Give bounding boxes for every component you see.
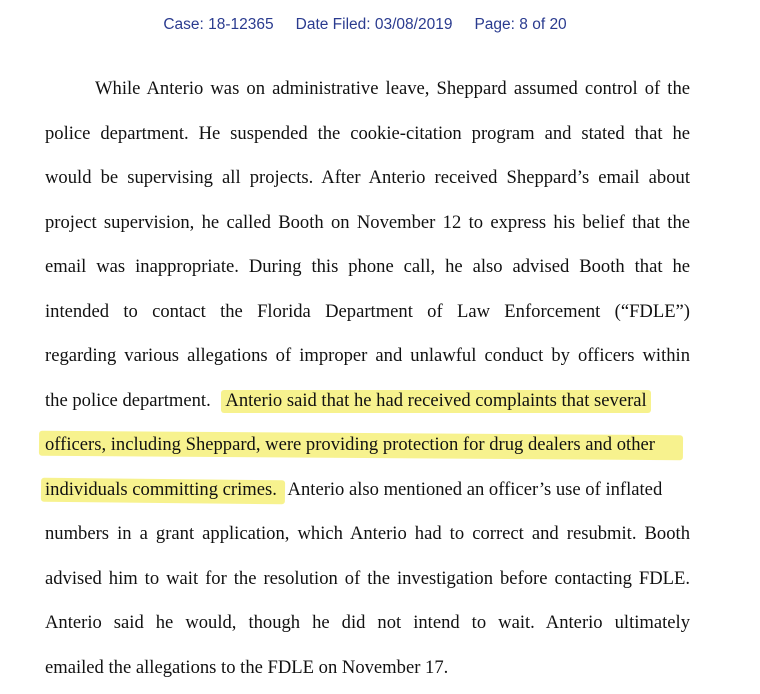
text-line: emailed the allegations to the FDLE on November 17. xyxy=(45,650,690,694)
text-line-mixed xyxy=(45,383,690,428)
text-line: email was inappropriate. During this phone call, he also advised Booth that he xyxy=(45,249,690,294)
case-header xyxy=(0,16,730,34)
text-line: Anterio said he would, though he did not intend to wait. Anterio ultimately xyxy=(45,605,690,650)
text-line-mixed xyxy=(45,472,690,517)
page-number: Page: 8 of 20 xyxy=(474,16,566,34)
document-body xyxy=(45,71,690,694)
plain-text: Anterio also mentioned an officer’s use of inflated xyxy=(288,479,663,500)
case-number: Case: 18-12365 xyxy=(163,16,273,34)
text-line: would be supervising all projects. After Anterio received Sheppard’s email about xyxy=(45,160,690,205)
plain-text: the police department. xyxy=(45,390,211,411)
text-line: While Anterio was on administrative leave, Sheppard assumed control of the xyxy=(45,71,690,116)
date-filed: Date Filed: 03/08/2019 xyxy=(296,16,453,34)
text-line: police department. He suspended the cookie-citation program and stated that he xyxy=(45,116,690,161)
text-line: intended to contact the Florida Department of Law Enforcement (“FDLE”) xyxy=(45,294,690,339)
text-line: advised him to wait for the resolution of the investigation before contacting FDLE. xyxy=(45,561,690,606)
text-line-highlighted xyxy=(45,427,690,472)
highlighted-text: officers, including Sheppard, were providing protection for drug dealers and other xyxy=(45,434,655,455)
text-line: regarding various allegations of improper and unlawful conduct by officers within xyxy=(45,338,690,383)
text-line: numbers in a grant application, which Anterio had to correct and resubmit. Booth xyxy=(45,516,690,561)
highlighted-text: Anterio said that he had received complaints that several xyxy=(225,390,646,411)
text-line: project supervision, he called Booth on November 12 to express his belief that the xyxy=(45,205,690,250)
highlighted-text: individuals committing crimes. xyxy=(45,479,277,500)
